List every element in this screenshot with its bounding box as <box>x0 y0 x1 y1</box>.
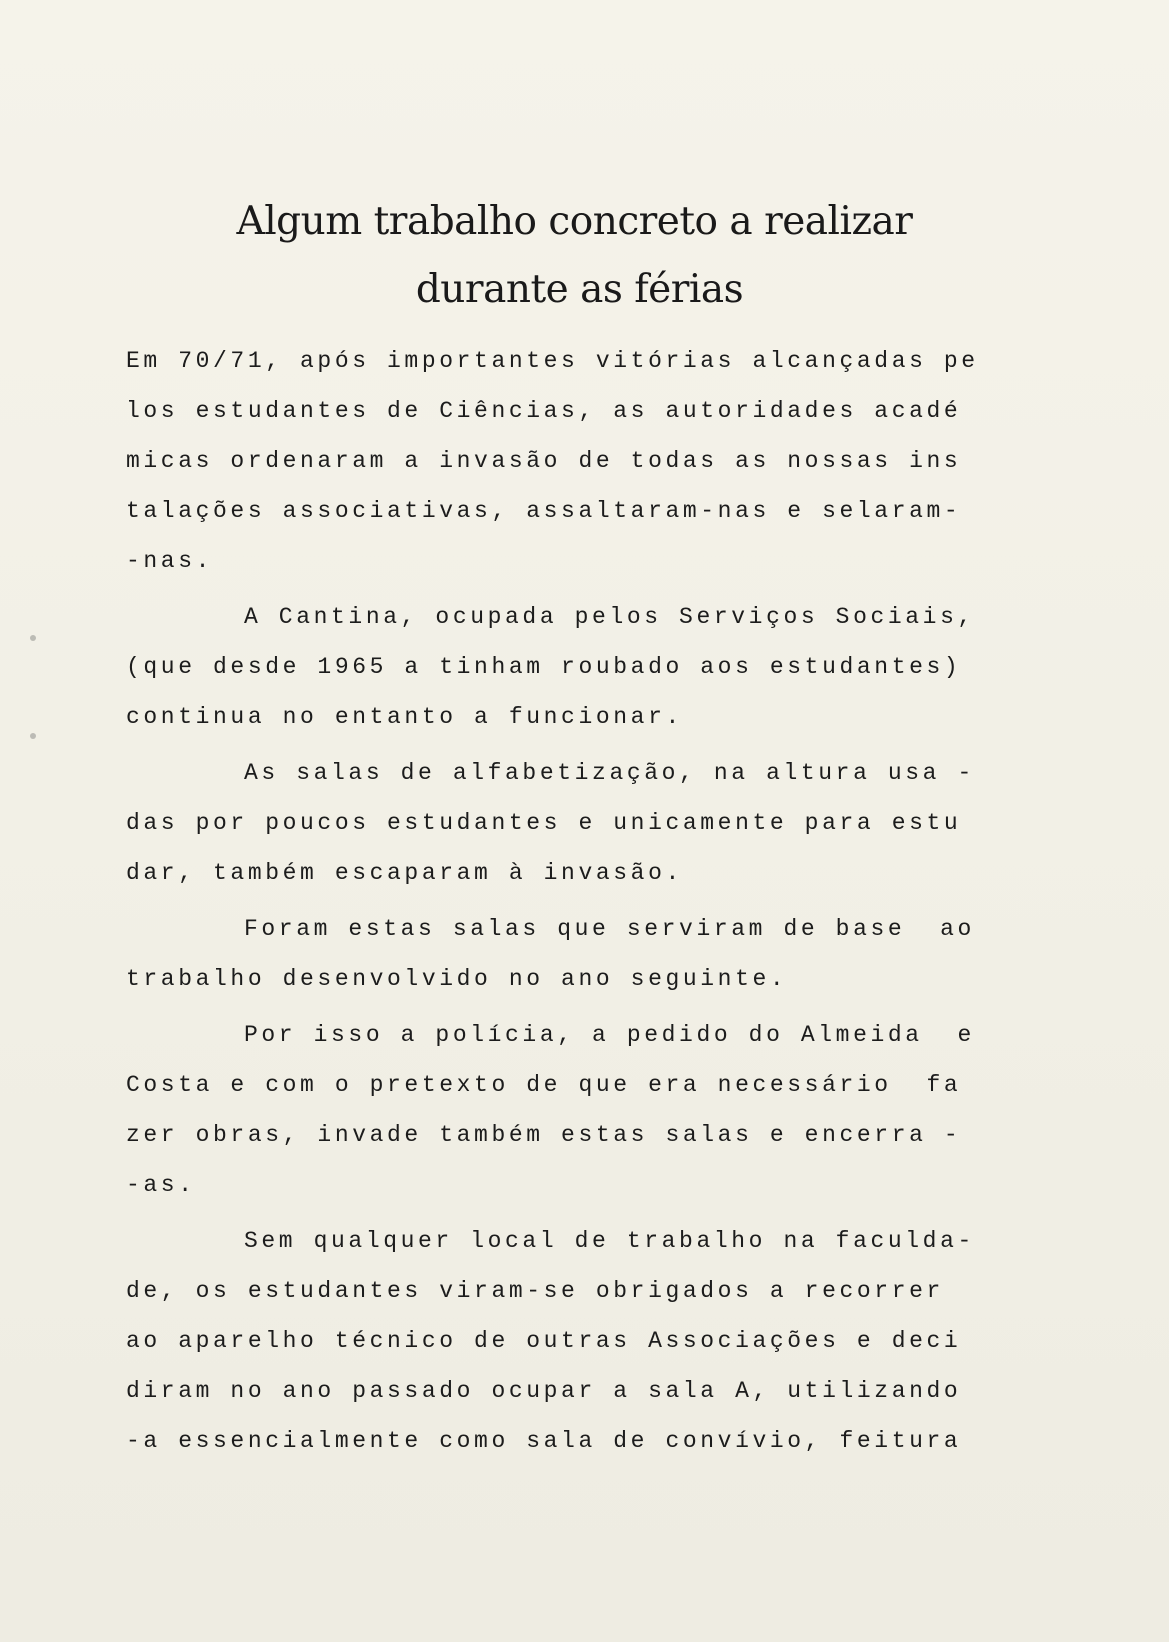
title-line-2: durante as férias <box>415 267 744 312</box>
text-line: (que desde 1965 a tinham roubado aos estudantes) <box>126 654 962 680</box>
text-line: das por poucos estudantes e unicamente para estu <box>126 810 962 836</box>
text-line: Costa e com o pretexto de que era necessário fa <box>126 1072 962 1098</box>
text-line: -a essencialmente como sala de convívio, feitura <box>126 1428 962 1454</box>
text-line: -nas. <box>126 548 214 574</box>
text-line: As salas de alfabetização, na altura usa - <box>244 760 975 786</box>
text-line: Sem qualquer local de trabalho na faculda- <box>244 1228 975 1254</box>
text-line: de, os estudantes viram-se obrigados a recorrer <box>126 1278 944 1304</box>
text-line: zer obras, invade também estas salas e encerra - <box>126 1122 962 1148</box>
text-line: trabalho desenvolvido no ano seguinte. <box>126 966 788 992</box>
text-line: talações associativas, assaltaram-nas e selaram- <box>126 498 962 524</box>
document-body <box>126 336 1106 1472</box>
text-line: Por isso a polícia, a pedido do Almeida e <box>244 1022 975 1048</box>
text-line: Foram estas salas que serviram de base ao <box>244 916 975 942</box>
text-line: Em 70/71, após importantes vitórias alcançadas pe <box>126 348 979 374</box>
paragraph <box>126 1216 1106 1466</box>
paragraph <box>126 336 1106 586</box>
text-line: -as. <box>126 1172 196 1198</box>
text-line: los estudantes de Ciências, as autoridades acadé <box>126 398 962 424</box>
title-line-1: Algum trabalho concreto a realizar <box>236 199 913 244</box>
punch-mark <box>30 733 36 739</box>
text-line: micas ordenaram a invasão de todas as nossas ins <box>126 448 962 474</box>
punch-mark <box>30 635 36 641</box>
paragraph <box>126 1010 1106 1210</box>
text-line: ao aparelho técnico de outras Associações e deci <box>126 1328 962 1354</box>
text-line: continua no entanto a funcionar. <box>126 704 683 730</box>
paragraph <box>126 904 1106 1004</box>
text-line: diram no ano passado ocupar a sala A, utilizando <box>126 1378 962 1404</box>
document-title <box>0 188 1169 324</box>
text-line: A Cantina, ocupada pelos Serviços Sociais, <box>244 604 975 630</box>
paragraph <box>126 592 1106 742</box>
paragraph <box>126 748 1106 898</box>
text-line: dar, também escaparam à invasão. <box>126 860 683 886</box>
